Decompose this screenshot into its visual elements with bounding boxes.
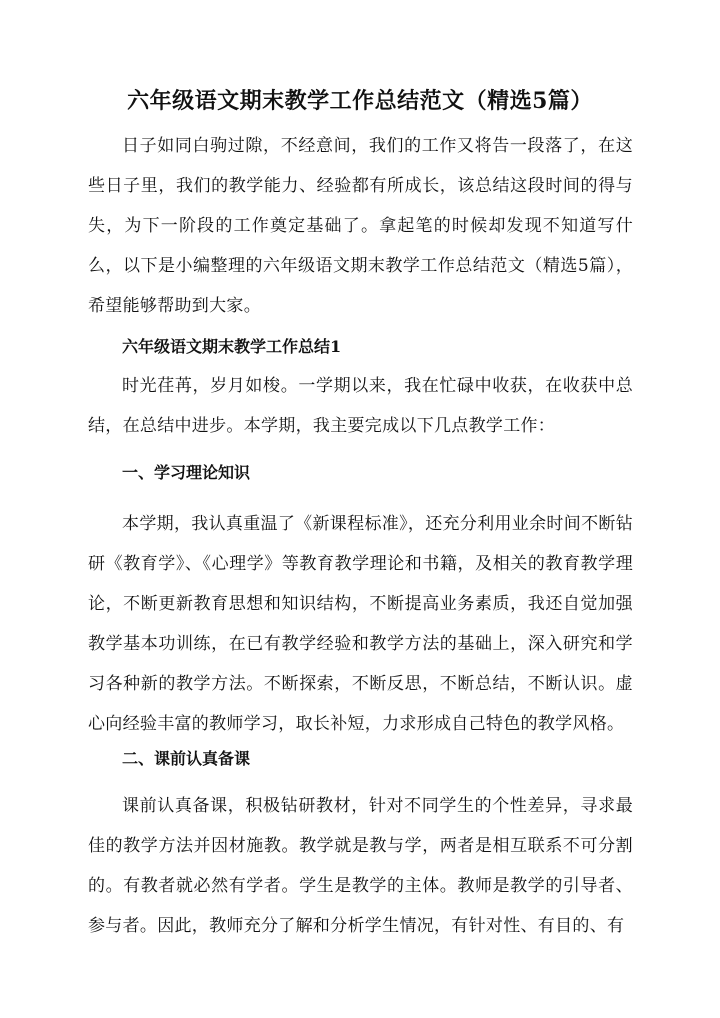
part-body-1: 本学期，我认真重温了《新课程标准》，还充分利用业余时间不断钻研《教育学》、《心理学》等教育教学理论和书籍，及相关的教育教学理论，不断更新教育思想和知识结构，不断提高业务素质，我还自觉加强教学基本功训练，在已有教学经验和教学方法的基础上，深入研究和学习各种新的教学方法。不断探索，不断反思，不断总结，不断认识。虚心向经验丰富的教师学习，取长补短，力求形成自己特色的教学风格。	[88, 514, 633, 734]
part-heading-2: 二、课前认真备课	[122, 749, 251, 768]
part-body-2: 课前认真备课，积极钻研教材，针对不同学生的个性差异，寻求最佳的教学方法并因材施教。教学就是教与学，两者是相互联系不可分割的。有教者就必然有学者。学生是教学的主体。教师是教学的引导者、参与者。因此，教师充分了解和分析学生情况，有针对性、有目的、有	[88, 796, 633, 936]
section-intro-paragraph: 时光荏苒，岁月如梭。一学期以来，我在忙碌中收获，在收获中总结，在总结中进步。本学期，我主要完成以下几点教学工作：	[88, 376, 633, 436]
document-title: 六年级语文期末教学工作总结范文（精选5篇）	[127, 88, 593, 114]
intro-paragraph: 日子如同白驹过隙，不经意间，我们的工作又将告一段落了，在这些日子里，我们的教学能力、经验都有所成长，该总结这段时间的得与失，为下一阶段的工作奠定基础了。拿起笔的时候却发现不知道写什么，以下是小编整理的六年级语文期末教学工作总结范文（精选5篇），希望能够帮助到大家。	[88, 136, 633, 316]
part-heading-1: 一、学习理论知识	[122, 463, 251, 482]
section-heading: 六年级语文期末教学工作总结1	[122, 337, 342, 356]
